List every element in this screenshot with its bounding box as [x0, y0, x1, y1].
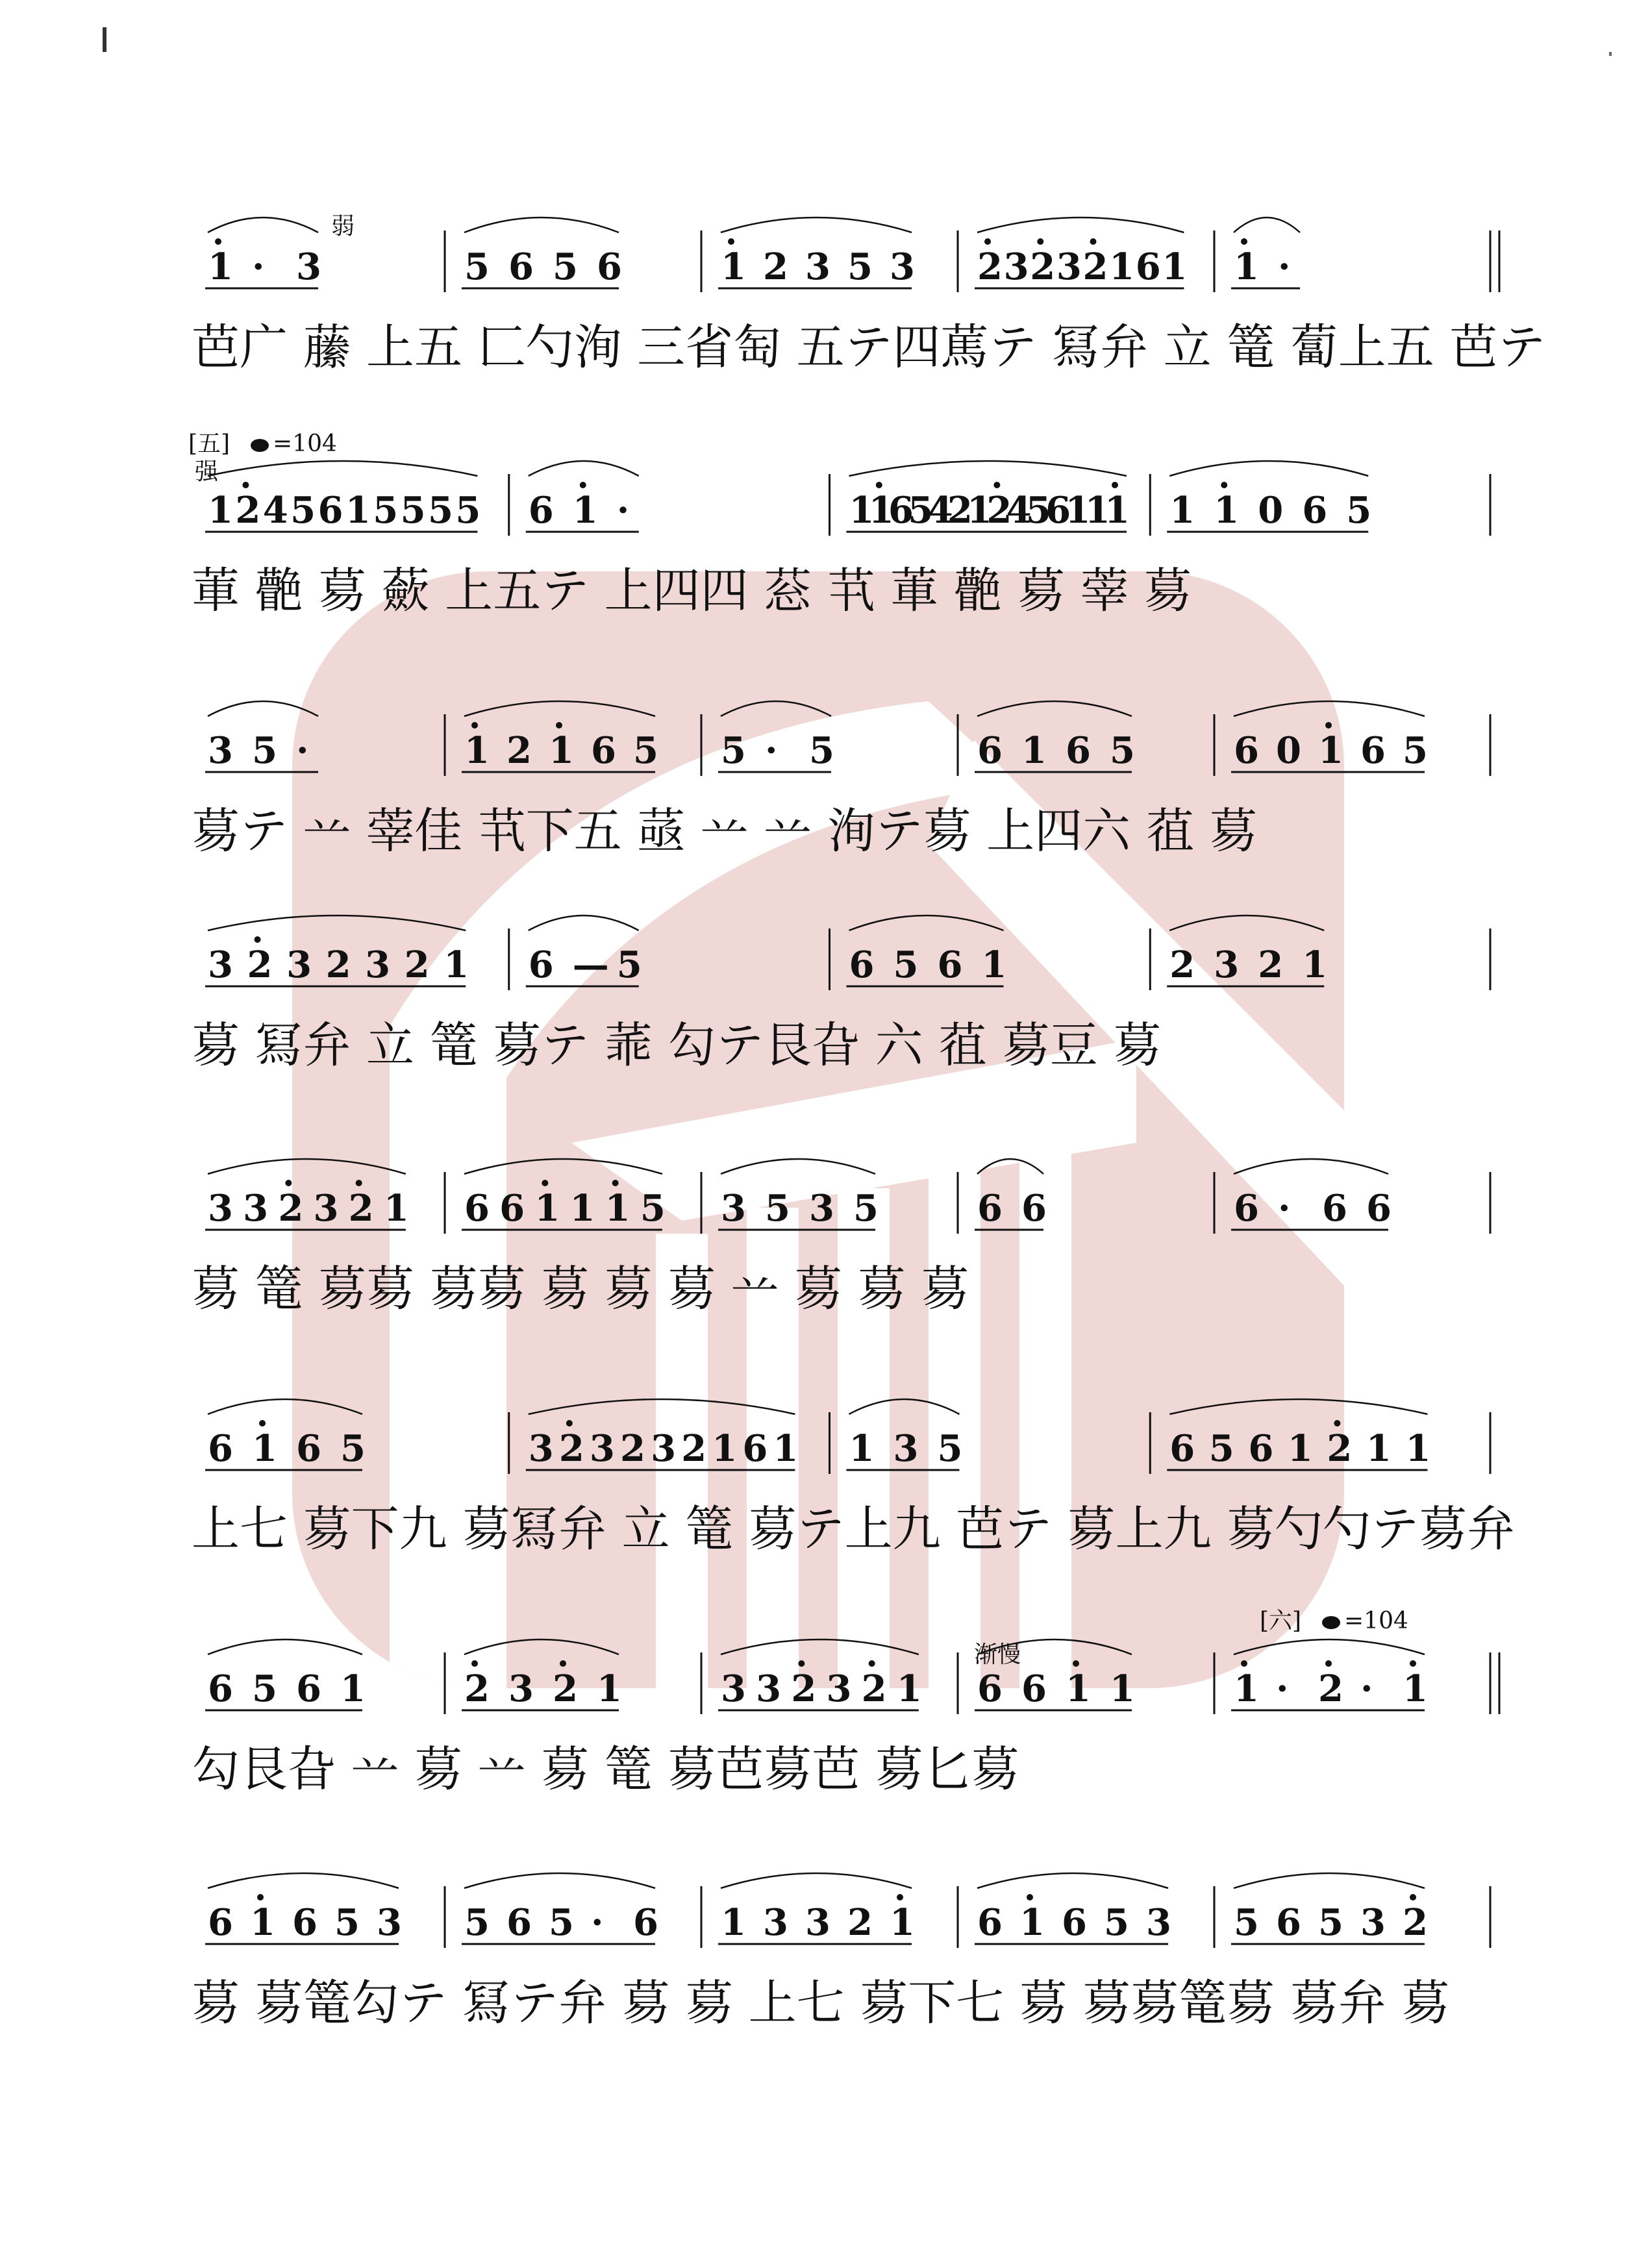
slur: [464, 218, 619, 232]
jianpu-note: 0: [1276, 729, 1301, 772]
jianpu-note: 2: [553, 1667, 578, 1710]
jianpu-note: 5: [290, 489, 316, 532]
slur: [1234, 1639, 1425, 1654]
jianpu-note: 1: [1104, 489, 1130, 532]
octave-dot: [1410, 1894, 1416, 1900]
octave-dot: [1037, 238, 1043, 245]
jianpu-note: 3: [805, 245, 830, 288]
jianpu-note: ·: [591, 1901, 604, 1944]
jianpu-note: 3: [208, 729, 233, 772]
jianpu-note: 6: [977, 1901, 1003, 1944]
jianpu-note: ·: [296, 729, 309, 772]
jianpu-note: 1: [721, 1901, 746, 1944]
jianpu-note: 6: [1021, 1667, 1047, 1710]
octave-dot: [1221, 482, 1227, 488]
jianpu-note: 6: [499, 1187, 525, 1230]
jianpu-note: 2: [977, 245, 1003, 288]
jianpu-note: 1: [1302, 943, 1328, 986]
slur: [208, 1159, 406, 1174]
jianpu-note: 3: [528, 1427, 554, 1470]
octave-dot: [1410, 1660, 1416, 1667]
jianpu-note: ·: [1278, 1187, 1291, 1230]
jianpu-note: 5: [1110, 729, 1135, 772]
jianpu-note: 5: [893, 943, 919, 986]
jianpu-note: 6: [597, 245, 622, 288]
margin-speck: [1609, 52, 1612, 56]
jianpu-note: 6: [1021, 1187, 1047, 1230]
slur: [464, 1639, 619, 1654]
jianpu-note: 6: [888, 489, 914, 532]
jianpu-note: 5: [455, 489, 481, 532]
tempo-note-icon: [1322, 1616, 1340, 1629]
jianpu-note: 6: [1366, 1187, 1392, 1230]
jianpu-note: 1: [208, 489, 233, 532]
octave-dot: [1073, 1660, 1079, 1667]
tempo-6: =104: [1344, 1608, 1408, 1634]
slur: [464, 1873, 655, 1888]
slur: [208, 1399, 362, 1414]
octave-dot: [356, 1180, 362, 1186]
jianpu-note: 1: [981, 943, 1007, 986]
slur: [208, 916, 466, 930]
slur: [721, 1873, 912, 1888]
slur: [849, 1399, 960, 1414]
jianpu-note: 3: [651, 1427, 677, 1470]
jianpu-note: 5: [1403, 729, 1428, 772]
section-label-5: [五]: [188, 430, 231, 457]
tablature-line: 莗 䒐 䓪 蘝 上五テ 上四四 䓗 䒖 莗 䒐 䓪 䔂 䓪: [192, 563, 1192, 619]
jianpu-note: 1: [572, 489, 598, 532]
jianpu-note: 2: [464, 1667, 490, 1710]
octave-dot: [259, 1420, 266, 1427]
jianpu-note: —: [572, 943, 609, 986]
jianpu-note: 5: [809, 729, 834, 772]
jianpu-note: 5: [1025, 489, 1051, 532]
jianpu-note: 6: [1234, 1187, 1259, 1230]
jianpu-note: 6: [208, 1667, 233, 1710]
jianpu-note: 3: [721, 1667, 746, 1710]
jianpu-note: 1: [1162, 245, 1188, 288]
jianpu-note: 1: [721, 245, 746, 288]
jianpu-note: 1: [1021, 729, 1047, 772]
jianpu-note: 1: [345, 489, 371, 532]
octave-dot: [984, 238, 991, 245]
jianpu-note: 6: [742, 1427, 768, 1470]
jianpu-note: 3: [890, 245, 915, 288]
jianpu-note: 3: [365, 943, 391, 986]
jianpu-note: 5: [464, 245, 490, 288]
jianpu-note: 6: [977, 1187, 1003, 1230]
octave-dot: [1334, 1420, 1340, 1427]
jianpu-note: 3: [1056, 245, 1082, 288]
jianpu-note: 2: [506, 729, 532, 772]
jianpu-note: 6: [937, 943, 963, 986]
jianpu-note: 5: [1104, 1901, 1129, 1944]
jianpu-note: 6: [528, 943, 554, 986]
jianpu-note: 6: [1322, 1187, 1347, 1230]
jianpu-note: 3: [1360, 1901, 1386, 1944]
jianpu-note: 5: [400, 489, 426, 532]
jianpu-note: 6: [591, 729, 616, 772]
jianpu-note: 1: [849, 489, 875, 532]
jianpu-note: 6: [208, 1427, 233, 1470]
jianpu-note: 5: [908, 489, 934, 532]
jianpu-note: 2: [558, 1427, 584, 1470]
jianpu-note: 3: [243, 1187, 269, 1230]
jianpu-note: 5: [553, 245, 578, 288]
slur: [1169, 916, 1324, 930]
jianpu-note: 6: [1066, 729, 1091, 772]
jianpu-note: ·: [765, 729, 778, 772]
octave-dot: [542, 1180, 548, 1186]
octave-dot: [1027, 1894, 1033, 1900]
slur: [1234, 218, 1300, 232]
jianpu-note: 2: [278, 1187, 304, 1230]
jianpu-note: 2: [404, 943, 430, 986]
jianpu-note: 1: [1366, 1427, 1392, 1470]
octave-dot: [580, 482, 586, 488]
jianpu-note: 1: [1405, 1427, 1431, 1470]
jianpu-note: 3: [296, 245, 321, 288]
octave-dot: [897, 1894, 903, 1900]
jianpu-note: 1: [1403, 1667, 1428, 1710]
tablature-line: 䓪 冩弁 立 篭 䓪テ 䓙 勾テ艮旮 六 䓚 䓪豆 䓪: [192, 1017, 1162, 1073]
jianpu-note: 5: [633, 729, 658, 772]
jianpu-note: 2: [986, 489, 1012, 532]
jianpu-note: 6: [1135, 245, 1161, 288]
jianpu-note: 2: [325, 943, 351, 986]
jianpu-note: 2: [1318, 1667, 1343, 1710]
jianpu-note: 2: [861, 1667, 887, 1710]
jianpu-note: 6: [977, 729, 1003, 772]
slur: [849, 461, 1127, 476]
jianpu-note: 5: [937, 1427, 963, 1470]
octave-dot: [1241, 1660, 1247, 1667]
jianpu-note: 5: [252, 1667, 277, 1710]
jianpu-note: 5: [1318, 1901, 1343, 1944]
tablature-line: 䓪 䓪篭勾テ 冩テ弁 䓪 䓪 上七 䓪下七 䓪 䓪䓪篭䓪 䓪弁 䓪: [192, 1975, 1450, 2031]
jianpu-note: 2: [235, 489, 261, 532]
jianpu-note: ·: [1276, 1667, 1289, 1710]
jianpu-note: 1: [443, 943, 469, 986]
jianpu-note: 2: [1030, 245, 1056, 288]
jianpu-note: 1: [849, 1427, 875, 1470]
jianpu-note: 1: [1234, 1667, 1259, 1710]
jianpu-note: 4: [1006, 489, 1032, 532]
jianpu-note: 5: [1234, 1901, 1259, 1944]
jianpu-note: 1: [569, 1187, 595, 1230]
jianpu-note: 1: [773, 1427, 799, 1470]
slur: [464, 1159, 662, 1174]
tempo-note-icon: [251, 439, 269, 452]
jianpu-note: ·: [252, 245, 265, 288]
jianpu-note: 5: [853, 1187, 879, 1230]
jianpu-note: 1: [1109, 245, 1135, 288]
slur: [208, 1873, 399, 1888]
jianpu-note: 1: [896, 1667, 922, 1710]
octave-dot: [560, 1660, 566, 1667]
octave-dot: [728, 238, 734, 245]
jianpu-note: 3: [377, 1901, 402, 1944]
jianpu-note: 3: [893, 1427, 919, 1470]
jianpu-note: 3: [313, 1187, 339, 1230]
slur: [529, 1399, 795, 1414]
slur: [721, 218, 912, 232]
tablature-line: 䓪 篭 䓪䓪 䓪䓪 䓪 䓪 䓪 䒑 䓪 䓪 䓪: [192, 1261, 969, 1317]
jianpu-note: 1: [868, 489, 894, 532]
slur: [849, 916, 1004, 930]
jianpu-note: 2: [763, 245, 788, 288]
jianpu-note: 1: [1019, 1901, 1045, 1944]
jianpu-note: 3: [1214, 943, 1240, 986]
slur: [721, 1159, 875, 1174]
jianpu-note: 2: [681, 1427, 707, 1470]
jianpu-note: 1: [890, 1901, 915, 1944]
jianpu-note: 6: [977, 1667, 1003, 1710]
octave-dot: [556, 722, 562, 729]
jianpu-note: 3: [286, 943, 312, 986]
jianpu-note: 1: [464, 729, 490, 772]
octave-dot: [1325, 1660, 1332, 1667]
jianpu-note: 1: [534, 1187, 560, 1230]
octave-dot: [876, 482, 882, 488]
jianpu-note: 6: [1234, 729, 1259, 772]
jianpu-note: 1: [1065, 489, 1091, 532]
jianpu-note: 5: [373, 489, 399, 532]
jianpu-note: 1: [208, 245, 233, 288]
octave-dot: [566, 1420, 573, 1427]
jianpu-note: 1: [1318, 729, 1343, 772]
jianpu-note: 6: [296, 1427, 321, 1470]
jianpu-note: 6: [1062, 1901, 1087, 1944]
jianpu-note: 6: [318, 489, 343, 532]
jianpu-note: 6: [633, 1901, 658, 1944]
slur: [208, 701, 318, 716]
slur: [977, 1873, 1168, 1888]
jianpu-note: 5: [464, 1901, 490, 1944]
jianpu-note: 1: [712, 1427, 738, 1470]
jianpu-note: 6: [1276, 1901, 1301, 1944]
jianpu-note: 5: [549, 1901, 574, 1944]
jianpu-note: 6: [296, 1667, 321, 1710]
jianpu-note: 6: [292, 1901, 318, 1944]
jianpu-note: 1: [340, 1667, 366, 1710]
jianpu-note: 6: [1169, 1427, 1195, 1470]
tempo-jianman: 渐慢: [974, 1641, 1021, 1668]
octave-dot: [1112, 482, 1118, 488]
slur: [721, 1639, 919, 1654]
slur: [977, 701, 1132, 716]
octave-dot: [285, 1180, 292, 1186]
octave-dot: [242, 482, 249, 488]
jianpu-note: 1: [1084, 489, 1110, 532]
jianpu-note: 1: [967, 489, 993, 532]
jianpu-note: 3: [721, 1187, 746, 1230]
jianpu-note: 3: [1003, 245, 1029, 288]
jianpu-note: 1: [1287, 1427, 1313, 1470]
jianpu-note: 5: [340, 1427, 366, 1470]
tablature-line: 芭广 䕨 上五 匚勺洵 三省匋 五テ四䔍テ 冩弁 立 篭 蔔上五 芭テ: [192, 319, 1546, 375]
jianpu-note: ·: [1360, 1667, 1373, 1710]
slur: [1169, 1399, 1427, 1414]
jianpu-note: 1: [250, 1901, 275, 1944]
octave-dot: [612, 1180, 619, 1186]
jianpu-note: 3: [508, 1667, 534, 1710]
slur: [1169, 461, 1368, 476]
slur: [1234, 701, 1425, 716]
jianpu-note: 1: [597, 1667, 622, 1710]
octave-dot: [215, 238, 221, 245]
jianpu-note: 3: [1146, 1901, 1171, 1944]
section-label-6: [六]: [1260, 1608, 1302, 1634]
jianpu-note: 6: [1302, 489, 1328, 532]
octave-dot: [798, 1660, 805, 1667]
octave-dot: [869, 1660, 875, 1667]
jianpu-note: 5: [765, 1187, 790, 1230]
jianpu-note: 5: [721, 729, 746, 772]
slur: [208, 461, 477, 476]
jianpu-note: 6: [508, 245, 534, 288]
jianpu-note: 1: [1214, 489, 1240, 532]
slur: [529, 461, 639, 476]
jianpu-note: 2: [1403, 1901, 1428, 1944]
octave-dot: [471, 1660, 478, 1667]
tablature-line: 上七 䓪下九 䓪冩弁 立 篭 䓪テ上九 芭テ 䓪上九 䓪勺勺テ䓪弁: [192, 1501, 1516, 1557]
jianpu-note: 5: [1346, 489, 1372, 532]
octave-dot: [471, 722, 478, 729]
jianpu-note: 6: [528, 489, 554, 532]
jianpu-note: 1: [383, 1187, 409, 1230]
jianpu-note: 2: [348, 1187, 374, 1230]
jianpu-note: 4: [262, 489, 288, 532]
margin-speck: [103, 27, 106, 52]
slur: [208, 1639, 362, 1654]
slur: [977, 218, 1184, 232]
jianpu-note: 2: [1169, 943, 1195, 986]
jianpu-note: 3: [589, 1427, 615, 1470]
jianpu-note: 3: [805, 1901, 830, 1944]
jianpu-note: 3: [756, 1667, 782, 1710]
jianpu-note: 2: [947, 489, 973, 532]
jianpu-note: 3: [826, 1667, 852, 1710]
jianpu-note: 6: [506, 1901, 532, 1944]
slur: [464, 701, 655, 716]
slur: [1234, 1873, 1425, 1888]
octave-dot: [1325, 722, 1332, 729]
jianpu-note: 6: [849, 943, 875, 986]
jianpu-note: 6: [464, 1187, 490, 1230]
slur: [721, 701, 831, 716]
jianpu-note: 1: [1066, 1667, 1091, 1710]
jianpu-note: 3: [763, 1901, 788, 1944]
jianpu-note: 6: [1248, 1427, 1274, 1470]
jianpu-note: 5: [616, 943, 642, 986]
jianpu-note: 5: [1208, 1427, 1234, 1470]
jianpu-note: 4: [927, 489, 953, 532]
jianpu-note: ·: [616, 489, 630, 532]
jianpu-note: 5: [252, 729, 277, 772]
jianpu-note: 1: [1169, 489, 1195, 532]
jianpu-note: 5: [640, 1187, 666, 1230]
jianpu-note: 5: [847, 245, 873, 288]
jianpu-note: 2: [1082, 245, 1108, 288]
jianpu-note: 1: [605, 1187, 630, 1230]
jianpu-note: 1: [549, 729, 574, 772]
tablature-line: 䓪テ 䒑 䔂佳 䒖下五 䓧 䒑 䒑 洵テ䓪 上四六 䓚 䓪: [192, 803, 1258, 859]
jianpu-note: 2: [1258, 943, 1284, 986]
jianpu-note: 5: [428, 489, 453, 532]
dynamic-ruo: 弱: [331, 213, 355, 240]
jianpu-note: 1: [252, 1427, 277, 1470]
tablature-line: 勾艮旮 䒑 䓪 䒑 䓪 篭 䓪芭䓪芭 䓪匕䓪: [192, 1741, 1019, 1797]
octave-dot: [1241, 238, 1247, 245]
octave-dot: [993, 482, 1000, 488]
jianpu-note: 0: [1258, 489, 1284, 532]
jianpu-note: 6: [1360, 729, 1386, 772]
jianpu-note: 2: [1327, 1427, 1353, 1470]
octave-dot: [1090, 238, 1097, 245]
jianpu-note: 1: [1234, 245, 1259, 288]
slur: [208, 218, 318, 232]
tempo-5: =104: [273, 430, 337, 457]
jianpu-note: 2: [247, 943, 273, 986]
slur: [529, 916, 639, 930]
jianpu-note: 1: [1110, 1667, 1135, 1710]
jianpu-note: 2: [620, 1427, 645, 1470]
jianpu-note: 5: [334, 1901, 360, 1944]
jianpu-note: 6: [208, 1901, 233, 1944]
jianpu-note: 6: [1045, 489, 1071, 532]
octave-dot: [257, 1894, 264, 1900]
jianpu-note: 3: [208, 1187, 233, 1230]
jianpu-note: 2: [847, 1901, 873, 1944]
dynamic-qiang: 强: [195, 458, 219, 485]
jianpu-note: 3: [208, 943, 233, 986]
jianpu-note: ·: [1278, 245, 1291, 288]
octave-dot: [255, 936, 261, 943]
jianpu-note: 3: [809, 1187, 834, 1230]
slur: [977, 1159, 1043, 1174]
jianpu-note: 2: [791, 1667, 817, 1710]
slur: [1234, 1159, 1388, 1174]
